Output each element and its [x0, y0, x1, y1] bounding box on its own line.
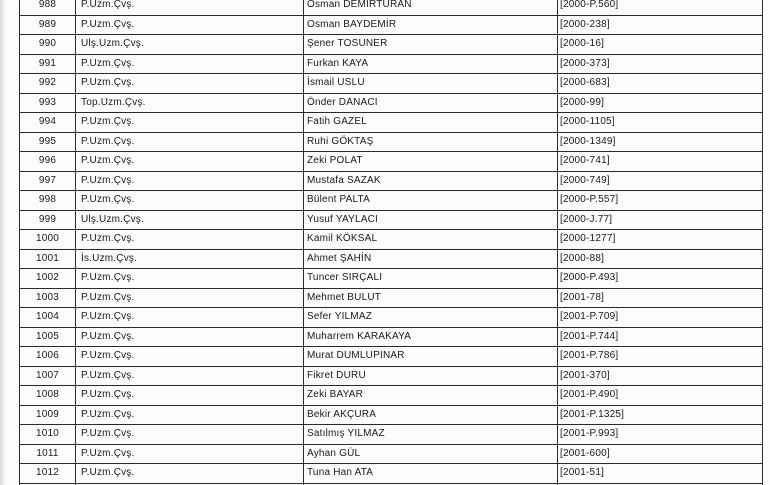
row-number-cell: 1002 — [20, 269, 76, 289]
row-number-cell: 993 — [20, 93, 76, 113]
registry-code-cell: [2001-370] — [558, 366, 763, 386]
rank-cell: P.Uzm.Çvş. — [76, 425, 304, 445]
registry-code-cell: [2001-P.709] — [558, 308, 763, 328]
table-row — [20, 74, 763, 94]
person-name-cell: Ruhi GÖKTAŞ — [304, 132, 558, 152]
row-number-cell: 1008 — [20, 386, 76, 406]
person-name-cell: Şener TOSUNER — [304, 35, 558, 55]
person-name-cell: Kamil KÖKSAL — [304, 230, 558, 250]
person-name-cell: Furkan KAYA — [304, 54, 558, 74]
row-number-cell: 1003 — [20, 288, 76, 308]
rank-cell: P.Uzm.Çvş. — [76, 269, 304, 289]
rank-cell: P.Uzm.Çvş. — [76, 132, 304, 152]
person-name-cell: Mustafa SAZAK — [304, 171, 558, 191]
registry-code-cell: [2000-88] — [558, 249, 763, 269]
rank-cell: P.Uzm.Çvş. — [76, 152, 304, 172]
row-number-cell: 1001 — [20, 249, 76, 269]
person-name-cell: Osman BAYDEMİR — [304, 15, 558, 35]
rank-cell: P.Uzm.Çvş. — [76, 171, 304, 191]
row-number-cell: 1005 — [20, 327, 76, 347]
person-name-cell: Bekir AKÇURA — [304, 405, 558, 425]
person-name-cell: Önder DANACI — [304, 93, 558, 113]
registry-code-cell: [2000-373] — [558, 54, 763, 74]
row-number-cell: 989 — [20, 15, 76, 35]
personnel-list-body — [20, 0, 763, 485]
registry-code-cell: [2000-99] — [558, 93, 763, 113]
registry-code-cell: [2000-J.77] — [558, 210, 763, 230]
row-number-cell: 1010 — [20, 425, 76, 445]
person-name-cell: Ahmet ŞAHİN — [304, 249, 558, 269]
person-name-cell: Yusuf YAYLACI — [304, 210, 558, 230]
registry-code-cell: [2000-749] — [558, 171, 763, 191]
row-number-cell: 995 — [20, 132, 76, 152]
table-row — [20, 230, 763, 250]
person-name-cell: Satılmış YILMAZ — [304, 425, 558, 445]
rank-cell: P.Uzm.Çvş. — [76, 308, 304, 328]
rank-cell: İs.Uzm.Çvş. — [76, 249, 304, 269]
person-name-cell: Sefer YILMAZ — [304, 308, 558, 328]
person-name-cell: Mehmet BULUT — [304, 288, 558, 308]
row-number-cell: 1000 — [20, 230, 76, 250]
row-number-cell: 990 — [20, 35, 76, 55]
personnel-list-table — [19, 0, 763, 485]
table-row — [20, 0, 763, 15]
row-number-cell: 1004 — [20, 308, 76, 328]
rank-cell: Top.Uzm.Çvş. — [76, 93, 304, 113]
table-row — [20, 152, 763, 172]
table-row — [20, 347, 763, 367]
person-name-cell: İsmail USLU — [304, 74, 558, 94]
row-number-cell: 999 — [20, 210, 76, 230]
table-row — [20, 132, 763, 152]
person-name-cell: Fikret DURU — [304, 366, 558, 386]
registry-code-cell: [2000-P.560] — [558, 0, 763, 15]
table-row — [20, 425, 763, 445]
table-row — [20, 93, 763, 113]
rank-cell: P.Uzm.Çvş. — [76, 230, 304, 250]
table-row — [20, 249, 763, 269]
registry-code-cell: [2001-78] — [558, 288, 763, 308]
registry-code-cell: [2001-51] — [558, 464, 763, 484]
rank-cell: P.Uzm.Çvş. — [76, 113, 304, 133]
rank-cell: P.Uzm.Çvş. — [76, 0, 304, 15]
rank-cell: P.Uzm.Çvş. — [76, 464, 304, 484]
table-row — [20, 269, 763, 289]
row-number-cell: 994 — [20, 113, 76, 133]
rank-cell: P.Uzm.Çvş. — [76, 347, 304, 367]
table-row — [20, 386, 763, 406]
registry-code-cell: [2000-1105] — [558, 113, 763, 133]
table-row — [20, 171, 763, 191]
registry-code-cell: [2000-1277] — [558, 230, 763, 250]
rank-cell: P.Uzm.Çvş. — [76, 74, 304, 94]
person-name-cell: Ayhan GÜL — [304, 444, 558, 464]
table-row — [20, 308, 763, 328]
row-number-cell: 1006 — [20, 347, 76, 367]
rank-cell: P.Uzm.Çvş. — [76, 366, 304, 386]
rank-cell: P.Uzm.Çvş. — [76, 288, 304, 308]
registry-code-cell: [2001-P.1325] — [558, 405, 763, 425]
table-row — [20, 35, 763, 55]
page-shadow-edge — [0, 0, 6, 485]
person-name-cell: Tuna Han ATA — [304, 464, 558, 484]
table-row — [20, 113, 763, 133]
registry-code-cell: [2001-P.744] — [558, 327, 763, 347]
rank-cell: P.Uzm.Çvş. — [76, 15, 304, 35]
row-number-cell: 996 — [20, 152, 76, 172]
rank-cell: P.Uzm.Çvş. — [76, 327, 304, 347]
table-row — [20, 210, 763, 230]
table-row — [20, 366, 763, 386]
registry-code-cell: [2000-238] — [558, 15, 763, 35]
table-row — [20, 444, 763, 464]
table-row — [20, 464, 763, 484]
person-name-cell: Osman DEMİRTURAN — [304, 0, 558, 15]
registry-code-cell: [2001-P.786] — [558, 347, 763, 367]
row-number-cell: 992 — [20, 74, 76, 94]
rank-cell: Ulş.Uzm.Çvş. — [76, 210, 304, 230]
rank-cell: P.Uzm.Çvş. — [76, 444, 304, 464]
rank-cell: P.Uzm.Çvş. — [76, 191, 304, 211]
registry-code-cell: [2001-600] — [558, 444, 763, 464]
row-number-cell: 998 — [20, 191, 76, 211]
row-number-cell: 1009 — [20, 405, 76, 425]
table-row — [20, 288, 763, 308]
rank-cell: Ulş.Uzm.Çvş. — [76, 35, 304, 55]
person-name-cell: Zeki BAYAR — [304, 386, 558, 406]
person-name-cell: Murat DUMLUPINAR — [304, 347, 558, 367]
registry-code-cell: [2000-16] — [558, 35, 763, 55]
registry-code-cell: [2001-P.993] — [558, 425, 763, 445]
registry-code-cell: [2001-P.490] — [558, 386, 763, 406]
person-name-cell: Zeki POLAT — [304, 152, 558, 172]
registry-code-cell: [2000-683] — [558, 74, 763, 94]
person-name-cell: Bülent PALTA — [304, 191, 558, 211]
table-row — [20, 191, 763, 211]
row-number-cell: 991 — [20, 54, 76, 74]
rank-cell: P.Uzm.Çvş. — [76, 386, 304, 406]
rank-cell: P.Uzm.Çvş. — [76, 54, 304, 74]
registry-code-cell: [2000-P.493] — [558, 269, 763, 289]
table-row — [20, 405, 763, 425]
person-name-cell: Muharrem KARAKAYA — [304, 327, 558, 347]
table-row — [20, 327, 763, 347]
row-number-cell: 1012 — [20, 464, 76, 484]
row-number-cell: 988 — [20, 0, 76, 15]
row-number-cell: 997 — [20, 171, 76, 191]
table-row — [20, 54, 763, 74]
row-number-cell: 1011 — [20, 444, 76, 464]
person-name-cell: Tuncer SIRÇALI — [304, 269, 558, 289]
registry-code-cell: [2000-P.557] — [558, 191, 763, 211]
table-row — [20, 15, 763, 35]
rank-cell: P.Uzm.Çvş. — [76, 405, 304, 425]
registry-code-cell: [2000-741] — [558, 152, 763, 172]
row-number-cell: 1007 — [20, 366, 76, 386]
registry-code-cell: [2000-1349] — [558, 132, 763, 152]
person-name-cell: Fatih GAZEL — [304, 113, 558, 133]
